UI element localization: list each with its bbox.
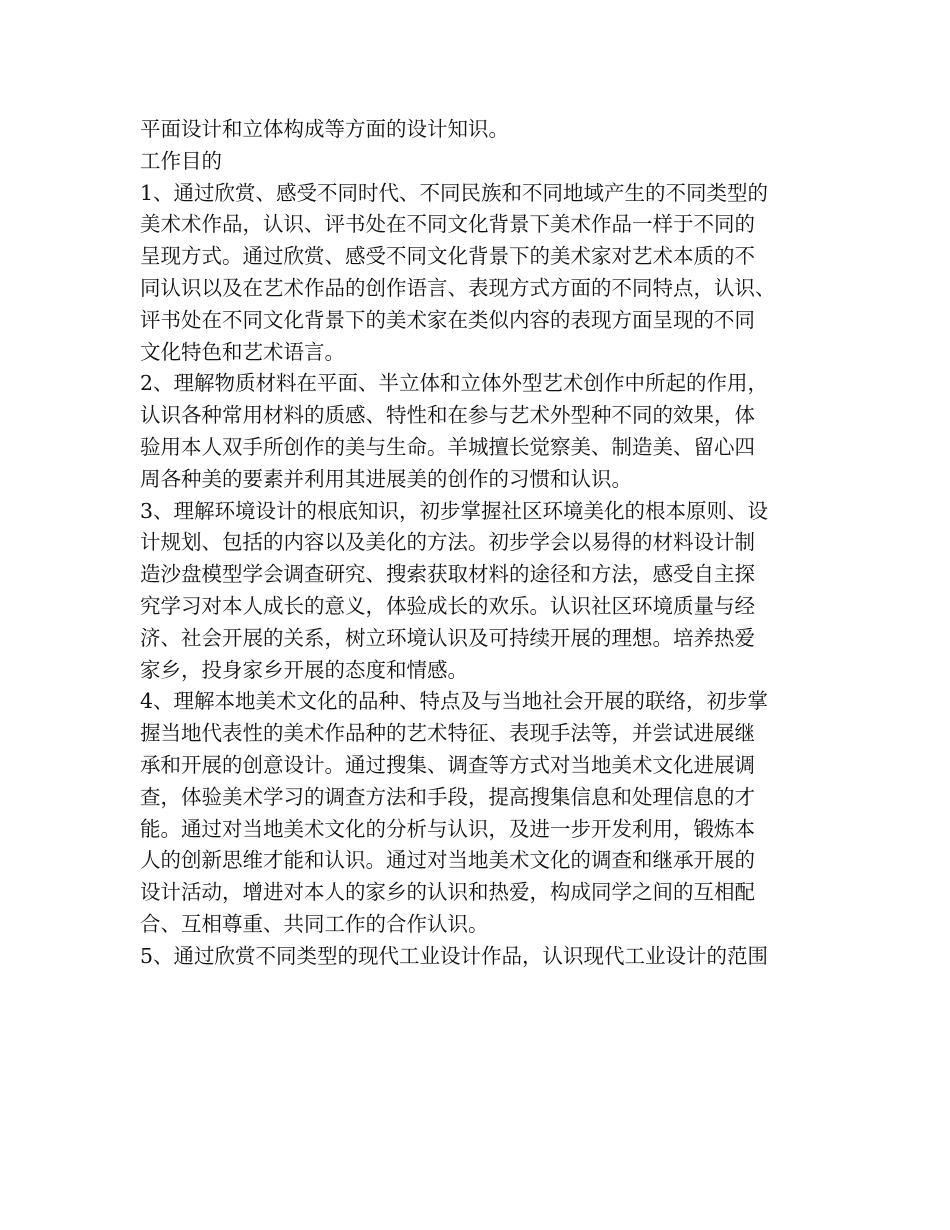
text-line: 5、通过欣赏不同类型的现代工业设计作品，认识现代工业设计的范围 [140,943,769,968]
text-line: 2、理解物质材料在平面、半立体和立体外型艺术创作中所起的作用， [140,371,769,396]
text-line: 计规划、包括的内容以及美化的方法。初步学会以易得的材料设计制 [140,530,755,555]
text-line: 查，体验美术学习的调查方法和手段，提高搜集信息和处理信息的才 [140,784,755,809]
text-line: 3、理解环境设计的根底知识，初步掌握社区环境美化的根本原则、设 [140,498,769,523]
text-line: 美术术作品，认识、评书处在不同文化背景下美术作品一样于不同的 [140,212,755,237]
text-line: 评书处在不同文化背景下的美术家在类似内容的表现方面呈现的不同 [140,307,755,332]
text-line: 平面设计和立体构成等方面的设计知识。 [140,117,509,141]
text-line: 1、通过欣赏、感受不同时代、不同民族和不同地域产生的不同类型的 [140,180,769,205]
text-line: 验用本人双手所创作的美与生命。羊城擅长觉察美、制造美、留心四 [140,434,755,459]
text-line: 周各种美的要素并利用其进展美的创作的习惯和认识。 [140,466,632,491]
section-heading: 工作目的 [140,148,222,173]
text-line: 造沙盘模型学会调查研究、搜索获取材料的途径和方法，感受自主探 [140,562,755,587]
body-text [140,114,830,973]
text-line: 文化特色和艺术语言。 [140,339,345,364]
text-line: 承和开展的创意设计。通过搜集、调查等方式对当地美术文化进展调 [140,752,755,777]
text-line: 握当地代表性的美术作品种的艺术特征、表现手法等，并尝试进展继 [140,721,755,746]
text-line: 认识各种常用材料的质感、特性和在参与艺术外型种不同的效果，体 [140,403,755,428]
text-line: 济、社会开展的关系，树立环境认识及可持续开展的理想。培养热爱 [140,625,755,650]
text-line: 同认识以及在艺术作品的创作语言、表现方式方面的不同特点，认识、 [140,275,776,300]
text-line: 家乡，投身家乡开展的态度和情感。 [140,657,468,682]
text-line: 能。通过对当地美术文化的分析与认识，及进一步开发利用，锻炼本 [140,816,755,841]
text-line: 4、理解本地美术文化的品种、特点及与当地社会开展的联络，初步掌 [140,689,769,714]
text-line: 究学习对本人成长的意义，体验成长的欢乐。认识社区环境质量与经 [140,593,755,618]
text-line: 设计活动，增进对本人的家乡的认识和热爱，构成同学之间的互相配 [140,880,755,905]
text-line: 呈现方式。通过欣赏、感受不同文化背景下的美术家对艺术本质的不 [140,244,755,269]
text-line: 合、互相尊重、共同工作的合作认识。 [140,911,489,936]
text-line: 人的创新思维才能和认识。通过对当地美术文化的调查和继承开展的 [140,848,755,873]
